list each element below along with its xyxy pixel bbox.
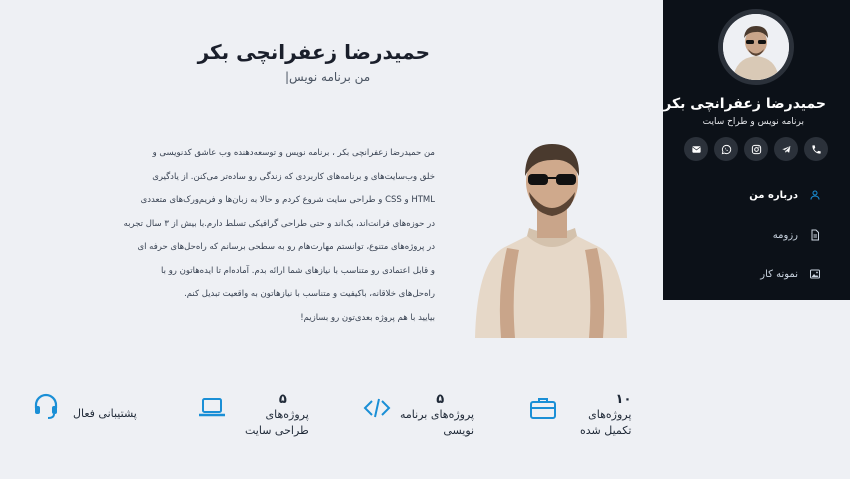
stat-label: پشتیبانی فعال [73, 407, 137, 420]
code-icon [363, 396, 391, 424]
bio-line: بیایید با هم پروژه بعدی‌تون رو بسازیم! [300, 312, 435, 323]
telegram-button[interactable] [774, 137, 798, 161]
nav-label-about: درباره من [749, 189, 798, 201]
page-title: حمیدرضا زعفرانچی بکر [197, 40, 430, 64]
nav-label-portfolio: نمونه کار [760, 268, 798, 280]
user-icon [808, 188, 822, 202]
nav-item-portfolio[interactable] [760, 267, 822, 281]
stat-support [73, 392, 137, 422]
avatar [723, 14, 789, 80]
briefcase-icon [529, 396, 557, 424]
role-typing-text: من برنامه نویس| [285, 70, 371, 84]
avatar-ring [718, 9, 794, 85]
stat-number: ۵ [278, 392, 287, 407]
phone-icon [811, 144, 822, 155]
nav-item-about[interactable] [749, 188, 822, 202]
sidebar-name: حمیدرضا زعفرانچی بکر [663, 96, 826, 112]
sidebar-subtitle: برنامه نویس و طراح سایت [702, 117, 804, 127]
stat-label: نویسی [443, 423, 475, 437]
whatsapp-button[interactable] [714, 137, 738, 161]
bio-line: و قابل اعتمادی رو متناسب با نیازهای شما ارائه بدم. آماده‌ام تا ایده‌هاتون رو با [161, 265, 435, 276]
stat-label: تکمیل شده [580, 423, 632, 437]
stat-number: ۱۰ [615, 392, 632, 407]
bio-line: در پروژه‌های متنوع، توانستم مهارت‌هام رو به سطحی برسانم که راه‌حل‌های حرفه ای [137, 242, 435, 252]
stat-number [73, 392, 137, 406]
laptop-icon [198, 397, 226, 423]
stat-label: پروژه‌های [588, 408, 632, 421]
profile-photo [467, 138, 637, 338]
stat-web-design [245, 392, 309, 439]
stat-label: طراحی سایت [245, 423, 309, 437]
stat-label: پروژه‌های [265, 408, 309, 421]
document-icon [808, 228, 822, 242]
sidebar [663, 0, 850, 300]
bio-line: HTML و CSS و طراحی سایت شروع کردم و حالا به زبان‌ها و فریم‌ورک‌های متعددی [140, 195, 435, 205]
stat-label: پروژه‌های برنامه [400, 408, 475, 421]
bio-line: من حمیدرضا زعفرانچی بکر ، برنامه نویس و توسعه‌دهنده وب عاشق کدنویسی و [152, 148, 435, 158]
nav-label-resume: رزومه [772, 229, 798, 241]
email-button[interactable] [684, 137, 708, 161]
image-icon [808, 267, 822, 281]
bio-line: در حوزه‌های فرانت‌اند، بک‌اند و حتی طراحی گرافیکی تسلط دارم.با بیش از ۳ سال تجربه [123, 218, 435, 229]
whatsapp-icon [721, 144, 732, 155]
nav-item-resume[interactable] [773, 228, 822, 242]
instagram-button[interactable] [744, 137, 768, 161]
headset-icon [33, 392, 59, 424]
telegram-icon [781, 144, 792, 155]
bio-line: خلق وب‌سایت‌های و برنامه‌های کاربردی که زندگی رو ساده‌تر می‌کنن. از یادگیری [152, 171, 435, 182]
stat-completed [580, 392, 631, 439]
bio-paragraph [123, 147, 435, 335]
stat-number: ۵ [436, 392, 445, 407]
phone-button[interactable] [804, 137, 828, 161]
instagram-icon [751, 144, 762, 155]
social-links [684, 137, 828, 161]
bio-line: راه‌حل‌های خلاقانه، باکیفیت و متناسب با نیازهاتون به واقعیت تبدیل کنم. [184, 289, 435, 299]
email-icon [691, 144, 702, 155]
stat-programming [400, 392, 474, 439]
